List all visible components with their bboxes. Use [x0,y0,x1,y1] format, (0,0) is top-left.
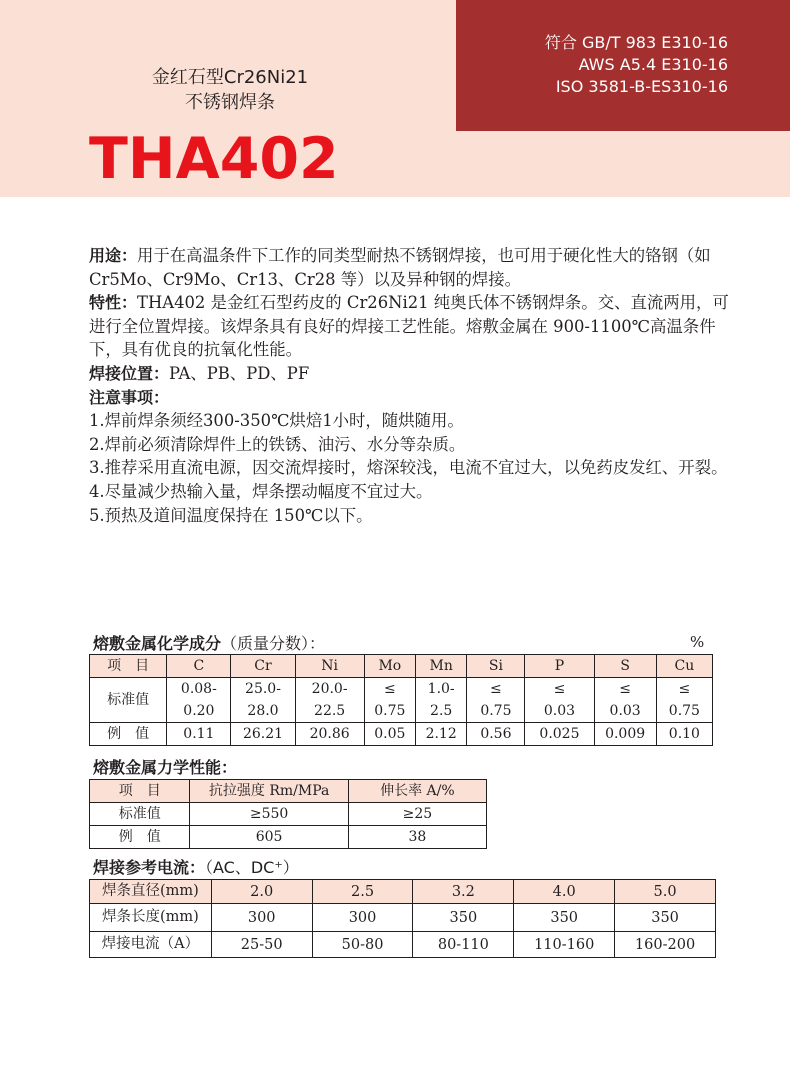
table-cell: 2.12 [416,723,467,746]
table-cell: P [525,655,594,678]
table-cell: 20.0- 22.5 [295,678,364,723]
table-cell: Mo [364,655,415,678]
table-row [90,904,716,932]
table-cell: 4.0 [514,880,615,904]
table-cell: 抗拉强度 Rm/MPa [190,780,348,803]
table-cell: ≥25 [348,803,486,826]
model-number: THA402 [89,126,339,192]
usage-label: 用途： [89,246,138,265]
table-cell: 38 [348,826,486,849]
table-cell: Mn [416,655,467,678]
features-label: 特性： [89,293,138,313]
position-paragraph [89,362,729,386]
table-cell: 项 目 [90,655,167,678]
chemical-title: 熔敷金属化学成分（质量分数）： [93,634,326,653]
table-cell: S [594,655,656,678]
table-cell: 焊条直径(mm) [90,880,212,904]
table-cell: C [167,655,231,678]
table-cell: 标准值 [90,678,167,723]
product-type-line2: 不锈钢焊条 [185,92,275,113]
table-cell: Cr [231,655,295,678]
table-cell: Cu [656,655,712,678]
table-cell: 项 目 [90,780,190,803]
table-cell: 例 值 [90,723,167,746]
table-row [90,678,713,723]
standard-gb: 符合 GB/T 983 E310-16 [544,33,728,52]
current-title: 焊接参考电流：（AC、DC⁺） [93,858,299,877]
table-cell: 25-50 [211,932,312,958]
table-cell: 0.11 [167,723,231,746]
note-item: 1.焊前焊条须经300-350℃烘焙1小时，随烘随用。 [89,411,464,431]
chemical-table [89,654,713,746]
usage-paragraph [89,244,729,291]
note-item: 3.推荐采用直流电源，因交流焊接时，熔深较浅，电流不宜过大，以免药皮发红、开裂。 [89,458,728,478]
description-block [89,244,729,527]
note-item: 5.预热及道间温度保持在 150℃以下。 [89,505,373,525]
table-row [90,826,487,849]
table-cell: Ni [295,655,364,678]
table-cell: ≤ 0.03 [594,678,656,723]
features-paragraph [89,291,729,362]
table-cell: 2.5 [312,880,413,904]
table-row [90,880,716,904]
table-row [90,932,716,958]
mechanical-table [89,779,487,849]
table-cell: 300 [312,904,413,932]
standards-box [456,0,790,131]
table-cell: 300 [211,904,312,932]
table-cell: 110-160 [514,932,615,958]
table-cell: Si [467,655,525,678]
table-cell: 50-80 [312,932,413,958]
note-item: 2.焊前必须清除焊件上的铁锈、油污、水分等杂质。 [89,434,466,454]
table-cell: 3.2 [413,880,514,904]
features-text: THA402 是金红石型药皮的 Cr26Ni21 纯奥氏体不锈钢焊条。交、直流两用，可进行全位置焊接。该焊条具有良好的焊接工艺性能。熔敷金属在 900-1100℃高温条件下，具有优良的抗氧化性能。 [89,293,729,360]
table-cell: 伸长率 A/% [348,780,486,803]
usage-text: 用于在高温条件下工作的同类型耐热不锈钢焊接，也可用于硬化性大的铬钢（如 Cr5Mo、Cr9Mo、Cr13、Cr28 等）以及异种钢的焊接。 [89,246,711,289]
table-cell: 26.21 [231,723,295,746]
table-cell: 605 [190,826,348,849]
table-cell: 160-200 [615,932,716,958]
current-table [89,879,716,958]
table-cell: ≥550 [190,803,348,826]
table-cell: ≤ 0.75 [364,678,415,723]
table-cell: 5.0 [615,880,716,904]
standard-iso: ISO 3581-B-ES310-16 [555,77,728,96]
note-item: 4.尽量减少热输入量，焊条摆动幅度不宜过大。 [89,481,433,501]
table-cell: 350 [514,904,615,932]
table-cell: 350 [615,904,716,932]
table-cell: 焊接电流（A） [90,932,212,958]
table-cell: ≤ 0.75 [656,678,712,723]
position-label: 焊接位置： [89,363,170,383]
table-cell: 0.10 [656,723,712,746]
table-cell: 2.0 [211,880,312,904]
table-cell: 焊条长度(mm) [90,904,212,932]
table-row [90,780,487,803]
table-cell: 0.08- 0.20 [167,678,231,723]
notes-title: 注意事项： [89,387,170,407]
table-cell: 0.56 [467,723,525,746]
chemical-unit: % [690,633,705,651]
table-cell: 1.0- 2.5 [416,678,467,723]
table-row [90,803,487,826]
table-cell: 例 值 [90,826,190,849]
table-cell: 350 [413,904,514,932]
table-cell: 25.0- 28.0 [231,678,295,723]
table-cell: 0.009 [594,723,656,746]
table-row [90,655,713,678]
table-cell: ≤ 0.75 [467,678,525,723]
product-type-line1: 金红石型Cr26Ni21 [151,67,309,88]
table-cell: 80-110 [413,932,514,958]
standard-aws: AWS A5.4 E310-16 [578,55,728,74]
table-cell: 0.05 [364,723,415,746]
table-cell: ≤ 0.03 [525,678,594,723]
table-row [90,723,713,746]
mechanical-title: 熔敷金属力学性能： [93,758,238,777]
position-text: PA、PB、PD、PF [169,363,310,383]
table-cell: 20.86 [295,723,364,746]
table-cell: 0.025 [525,723,594,746]
table-cell: 标准值 [90,803,190,826]
